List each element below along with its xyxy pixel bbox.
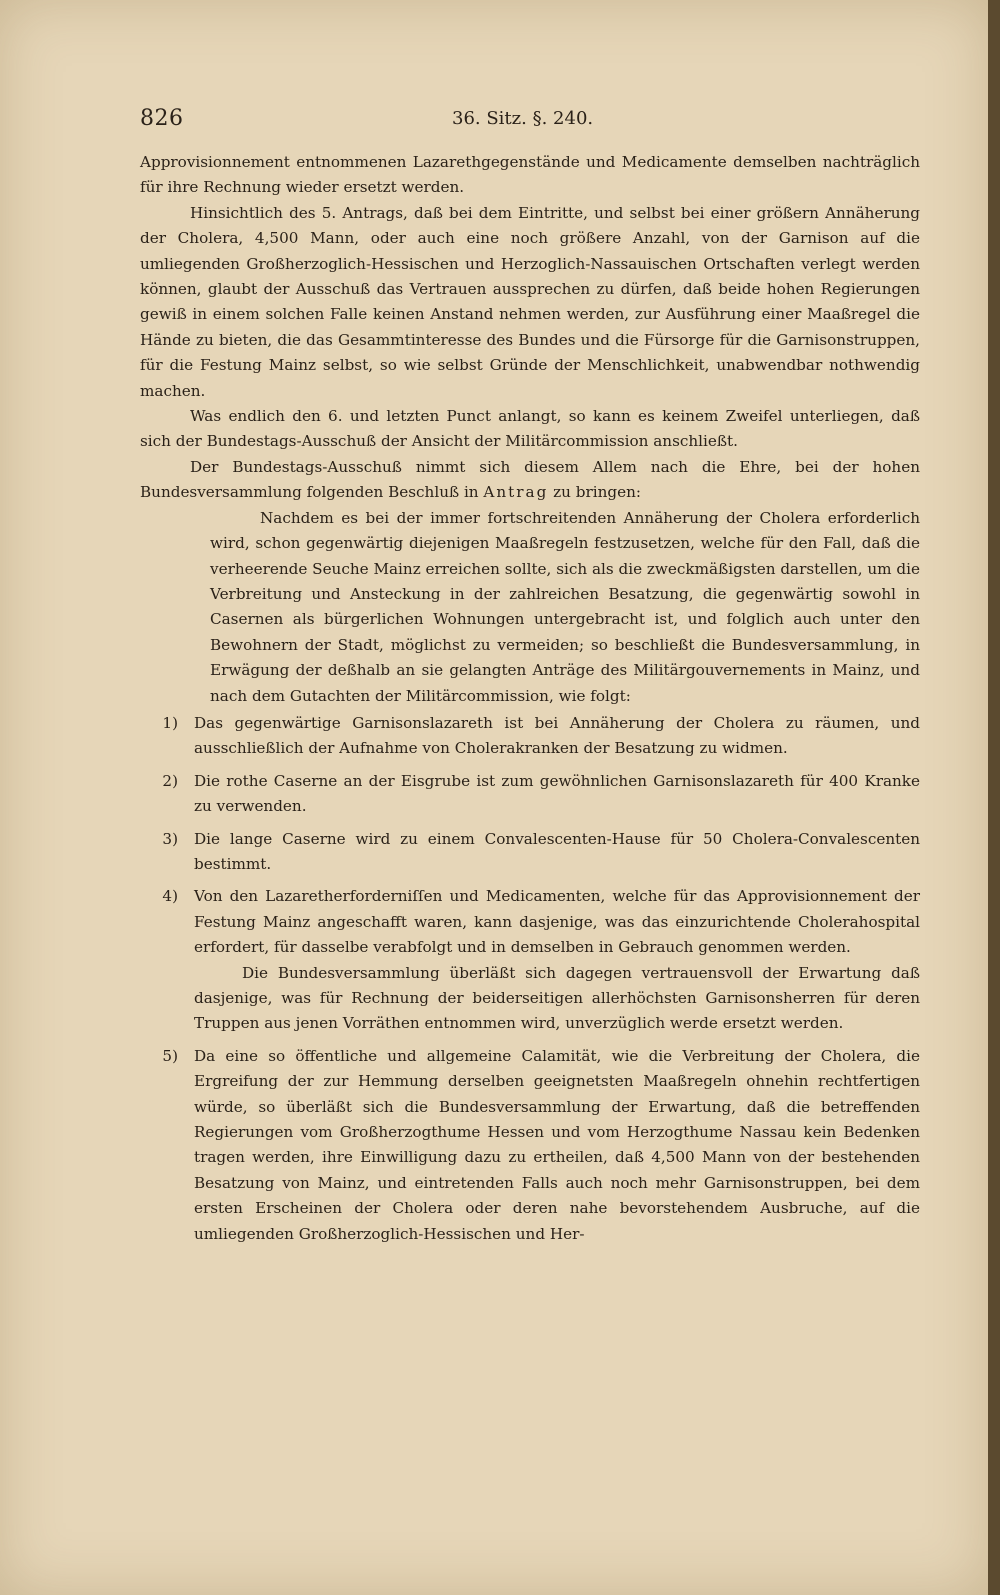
paragraph-intro (140, 455, 920, 506)
item-text: Das gegenwärtige Garnisonslazareth ist bei Annäherung der Cholera zu räumen, und ausschließlich der Aufnahme von Cholerakranken der Besatzung zu widmen. (194, 713, 920, 758)
list-item (140, 1044, 920, 1247)
paragraph-antrag-5: Hinsichtlich des 5. Antrags, daß bei dem Eintritte, und selbst bei einer größern Annäherung der Cholera, 4,500 Mann, oder auch eine noch größere Anzahl, von der Garnison auf die umliegenden Großherzoglich-Hessischen und Herzoglich-Nassauischen Ortschaften verlegt werden können, glaubt der Ausschuß das Vertrauen aussprechen zu dürfen, daß beide hohen Regierungen gewiß in einem solchen Falle keinen Anstand nehmen werden, zur Ausführung einer Maaßregel die Hände zu bieten, die das Gesammtinteresse des Bundes und die Fürsorge für die Garnisonstruppen, für die Festung Mainz selbst, so wie selbst Gründe der Menschlichkeit, unabwendbar nothwendig machen. (140, 203, 920, 400)
paragraph-punct-6: Was endlich den 6. und letzten Punct anlangt, so kann es keinem Zweifel unterliegen, daß sich der Bundestags-Ausschuß der Ansicht der Militärcommission anschließt. (140, 407, 920, 451)
intro-text: Der Bundestags-Ausschuß nimmt sich diesem Allem nach die Ehre, bei der hohen Bundesversammlung folgenden Beschluß in (140, 457, 920, 502)
intro-spaced-word: Antrag (483, 483, 549, 502)
item-number: 5) (162, 1046, 178, 1065)
page-header (140, 106, 920, 136)
item-number: 3) (162, 829, 178, 848)
item-text: Von den Lazaretherforderniſſen und Medicamenten, welche für das Approvisionnement der Festung Mainz angeschafft waren, kann dasjenige, was das einzurichtende Cholerahospital erfordert, für dasselbe verabfolgt und in demselben in Gebrauch genommen werden. (194, 887, 920, 957)
item-text: Da eine so öffentliche und allgemeine Calamität, wie die Verbreitung der Cholera, die Ergreifung der zur Hemmung derselben geeignetsten Maaßregeln ohnehin rechtfertigen würde, so überläßt sich die Bundesversammlung der Erwartung, daß die betreffenden Regierungen vom Großherzogthume Hessen und vom Herzogthume Nassau kein Bedenken tragen werden, ihre Einwilligung dazu zu ertheilen, daß 4,500 Mann von der bestehenden Besatzung von Mainz, und eintretenden Falls auch noch mehr Garnisonstruppen, bei dem ersten Erscheinen der Cholera oder deren nahe bevorstehendem Ausbruche, auf die umliegenden Großherzoglich-Hessischen und Her- (194, 1046, 920, 1243)
item-number (140, 961, 194, 1037)
item-number: 4) (162, 887, 178, 906)
resolution-preamble: Nachdem es bei der immer fortschreitenden Annäherung der Cholera erforderlich wird, schon gegenwärtig diejenigen Maaßregeln festzusetzen, welche für den Fall, daß die verheerende Seuche Mainz erreichen sollte, sich als die zweckmäßigsten darstellen, um die Verbreitung und Ansteckung in der zahlreichen Besatzung, die gegenwärtig sowohl in Casernen als bürgerlichen Wohnungen untergebracht ist, und folglich auch unter den Bewohnern der Stadt, möglichst zu vermeiden; so beschließt die Bundesversammlung, in Erwägung der deßhalb an sie gelangten Anträge des Militärgouvernements in Mainz, und nach dem Gutachten der Militärcommission, wie folgt: (210, 508, 920, 705)
item-number: 2) (162, 771, 178, 790)
list-item (140, 827, 920, 878)
item-text: Die rothe Caserne an der Eisgrube ist zum gewöhnlichen Garnisonslazareth für 400 Kranke zu verwenden. (194, 771, 920, 816)
item-text: Die Bundesversammlung überläßt sich dagegen vertrauensvoll der Erwartung daß dasjenige, was für Rechnung der beiderseitigen allerhöchsten Garnisonsherren für deren Truppen aus jenen Vorräthen entnommen wird, unverzüglich werde ersetzt werden. (194, 963, 920, 1033)
list-item (140, 884, 920, 960)
running-head: 36. Sitz. §. 240. (452, 108, 594, 129)
item-number: 1) (162, 713, 178, 732)
list-item (140, 769, 920, 820)
book-edge (988, 0, 1000, 1595)
paragraph-continuation: Approvisionnement entnommenen Lazarethgegenstände und Medicamente demselben nachträglich für ihre Rechnung wieder ersetzt werden. (140, 153, 920, 197)
page-number: 826 (140, 106, 184, 131)
intro-text-end: zu bringen: (553, 483, 641, 502)
list-item-continuation (140, 961, 920, 1037)
body-text (140, 150, 920, 1247)
list-item (140, 711, 920, 762)
item-text: Die lange Caserne wird zu einem Convalescenten-Hause für 50 Cholera-Convalescenten bestimmt. (194, 829, 920, 873)
